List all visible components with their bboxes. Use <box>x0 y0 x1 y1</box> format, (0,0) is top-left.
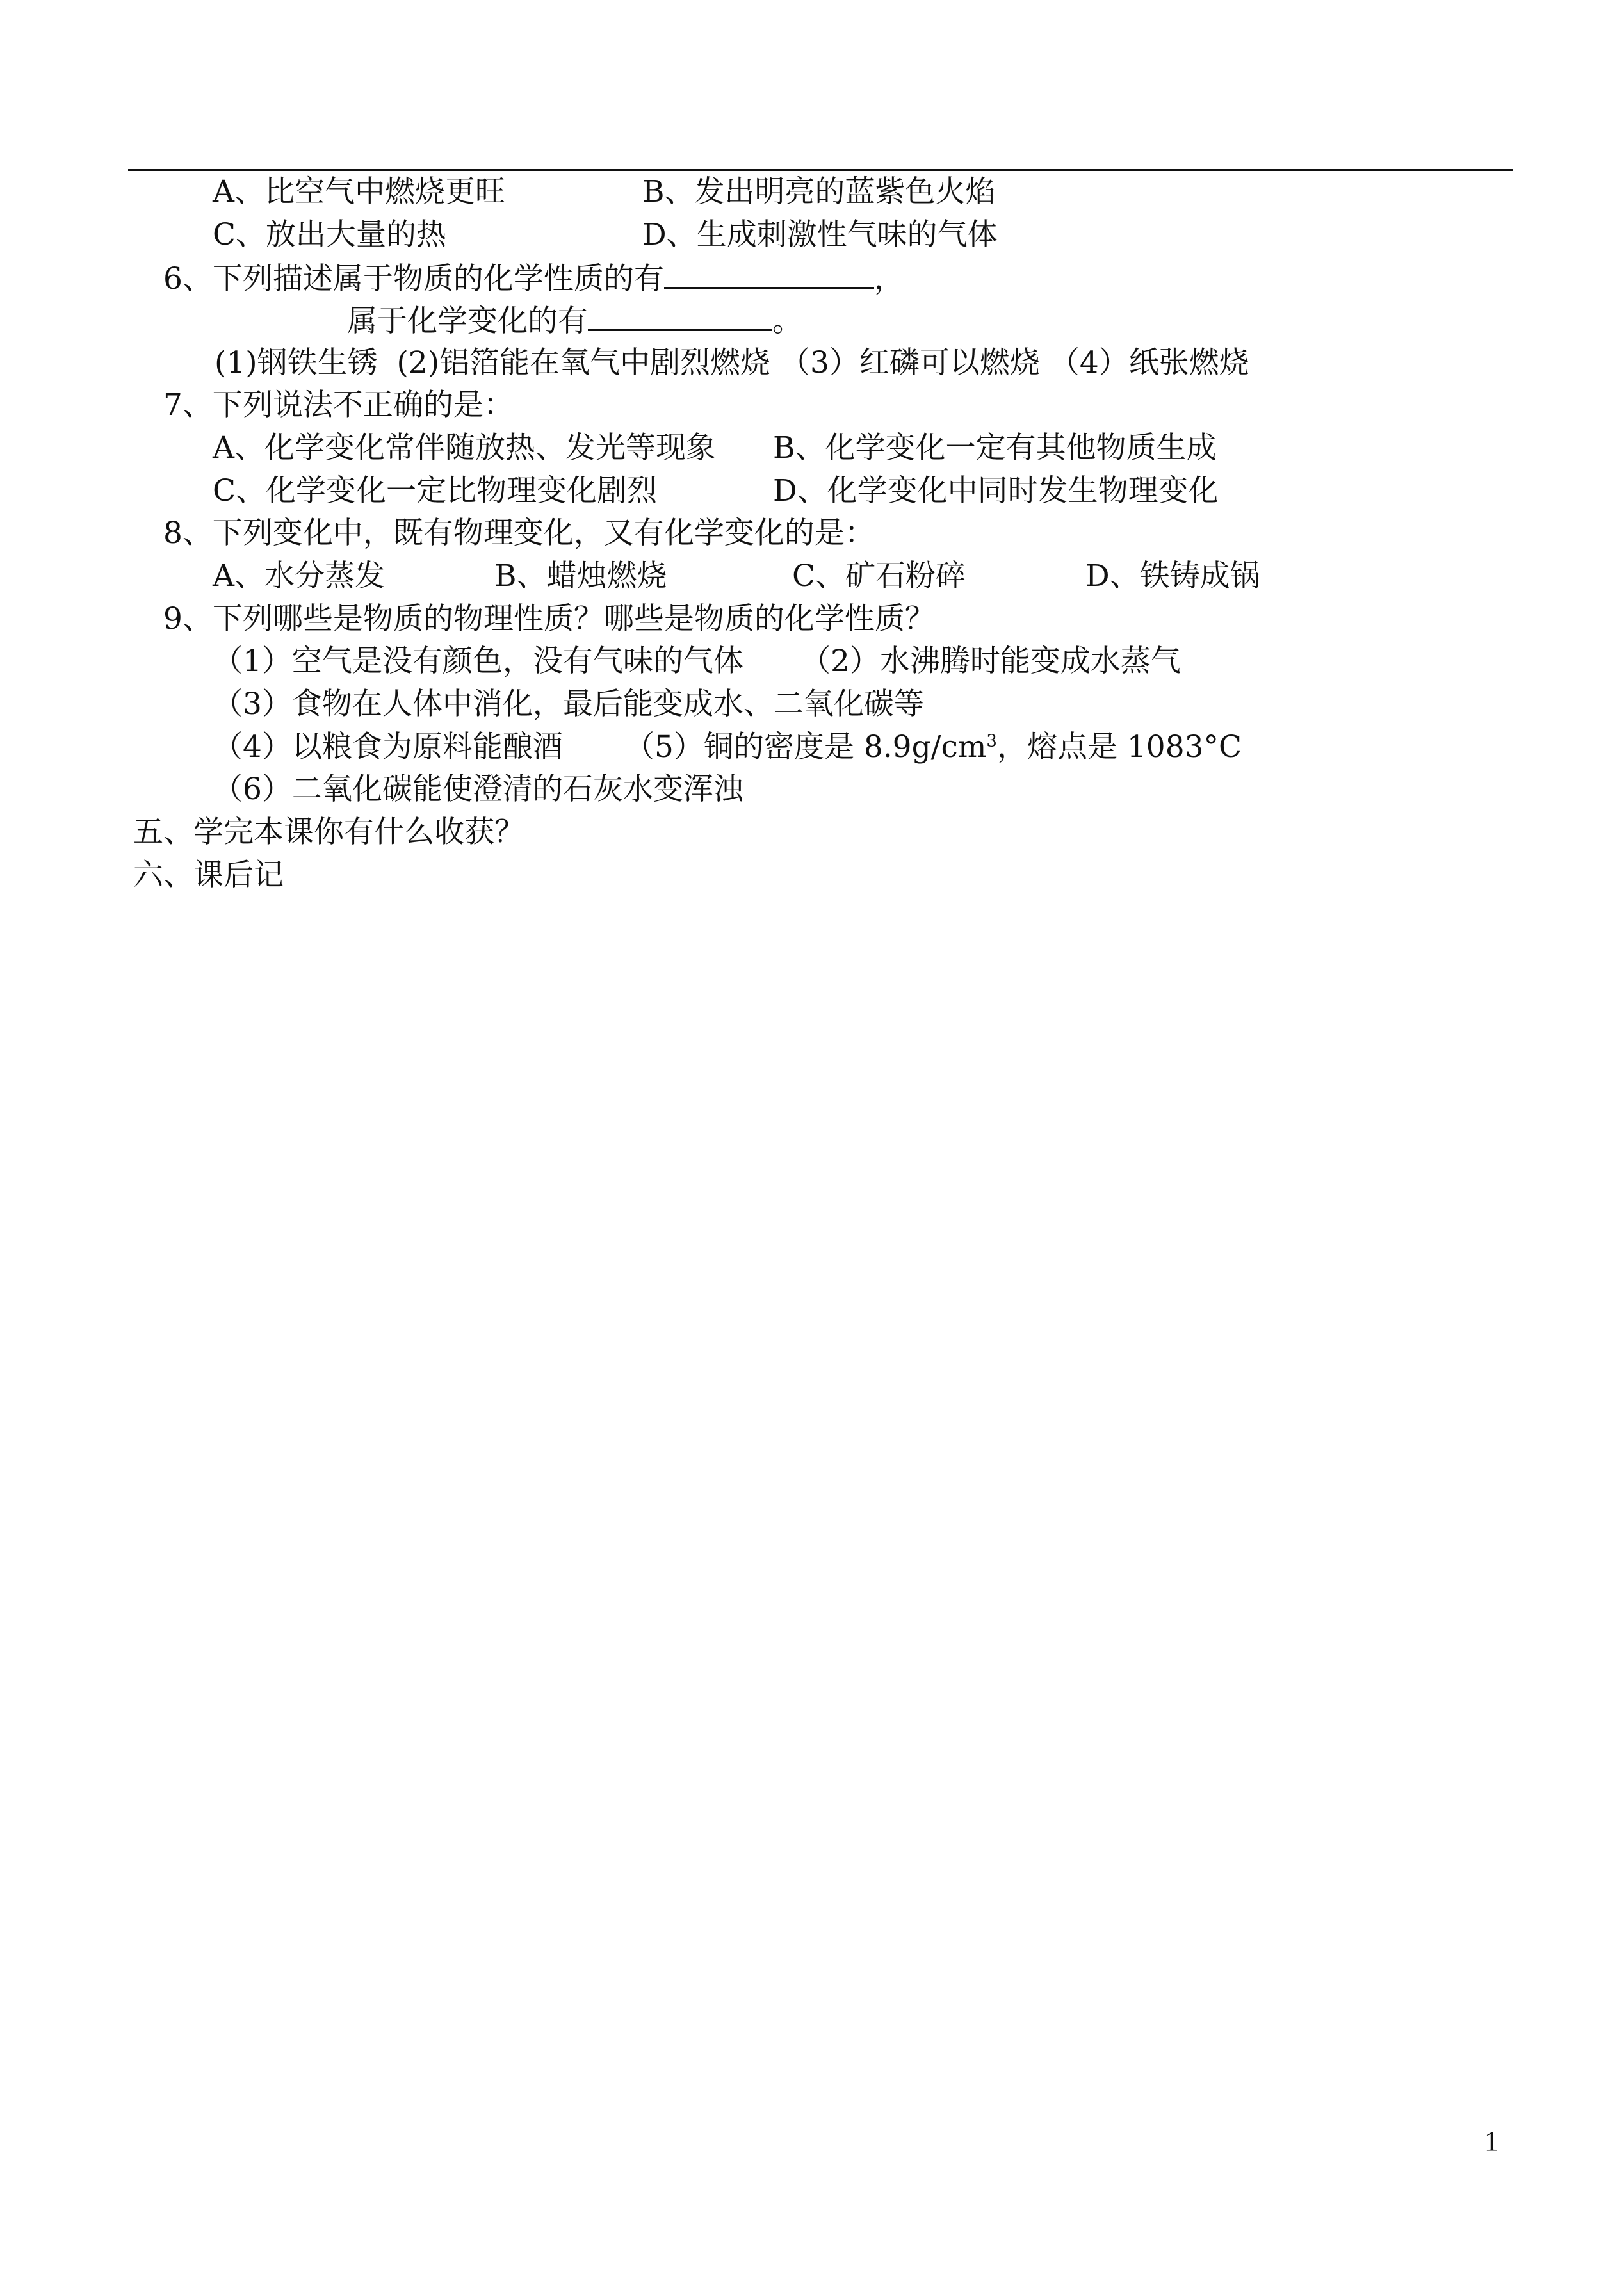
q5-option-a: A、比空气中燃烧更旺 <box>213 174 505 209</box>
q7-stem: 7、下列说法不正确的是： <box>163 387 514 423</box>
header-rule <box>128 169 1513 171</box>
q8-stem: 8、下列变化中，既有物理变化，又有化学变化的是： <box>163 515 875 551</box>
q9-item-5-text: （5）铜的密度是 8.9g/cm <box>624 729 987 765</box>
q9-item-5 <box>624 728 1242 766</box>
q8-option-d: D、铁铸成锅 <box>1085 558 1260 594</box>
q8-option-b: B、蜡烛燃烧 <box>494 558 667 594</box>
q7-option-c: C、化学变化一定比物理变化剧烈 <box>213 473 657 508</box>
section-six-heading: 六、课后记 <box>133 857 284 893</box>
section-five-heading: 五、学完本课你有什么收获？ <box>133 815 524 850</box>
q9-item-2: （2）水沸腾时能变成水蒸气 <box>800 644 1181 679</box>
q6-stem-line <box>163 259 904 298</box>
q9-item-5-superscript: 3 <box>986 731 997 751</box>
q9-item-5-melting: ，熔点是 1083°C <box>996 729 1242 765</box>
q6-second: 属于化学变化的有 <box>347 304 588 339</box>
q5-option-d: D、生成刺激性气味的气体 <box>642 217 998 252</box>
q9-stem: 9、下列哪些是物质的物理性质？哪些是物质的化学性质？ <box>163 601 935 637</box>
q9-item-3: （3）食物在人体中消化，最后能变成水、二氧化碳等 <box>213 686 924 722</box>
q9-item-6: （6）二氧化碳能使澄清的石灰水变浑浊 <box>213 772 743 807</box>
q7-option-b: B、化学变化一定有其他物质生成 <box>773 430 1217 466</box>
q8-option-a: A、水分蒸发 <box>213 558 385 594</box>
q5-option-b: B、发出明亮的蓝紫色火焰 <box>642 174 996 209</box>
q8-option-c: C、矿石粉碎 <box>792 558 966 594</box>
q6-stem-end: ， <box>873 261 904 296</box>
page-number: 1 <box>1484 2125 1498 2157</box>
q5-option-c: C、放出大量的热 <box>213 217 446 252</box>
q6-stem: 6、下列描述属于物质的化学性质的有 <box>163 261 664 296</box>
q6-second-line <box>347 301 802 341</box>
q6-blank-2 <box>588 301 772 331</box>
q9-item-4: （4）以粮食为原料能酿酒 <box>213 729 563 765</box>
q6-items: (1)钢铁生锈 (2)铝箔能在氧气中剧烈燃烧 （3）红磷可以燃烧 （4）纸张燃烧 <box>215 345 1249 380</box>
q6-blank-1 <box>664 259 874 289</box>
q7-option-d: D、化学变化中同时发生物理变化 <box>773 473 1219 508</box>
q6-second-end: 。 <box>772 304 802 339</box>
q9-item-1: （1）空气是没有颜色，没有气味的气体 <box>213 644 743 679</box>
q7-option-a: A、化学变化常伴随放热、发光等现象 <box>213 430 716 466</box>
